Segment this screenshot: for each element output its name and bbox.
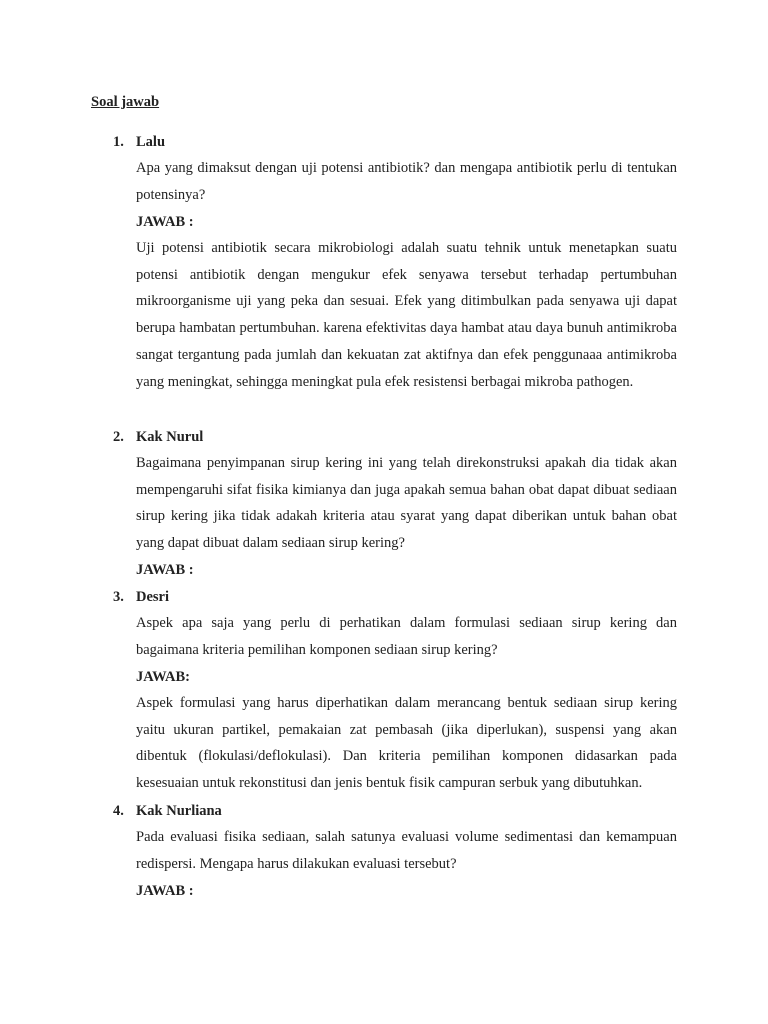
question-text: Aspek apa saja yang perlu di perhatikan dalam formulasi sediaan sirup kering dan bagaimana kriteria pemilihan komponen sediaan sirup kering? bbox=[136, 615, 677, 658]
answer-label: JAWAB : bbox=[136, 562, 194, 578]
item-number: 4. bbox=[113, 803, 124, 819]
question-text: Pada evaluasi fisika sediaan, salah satunya evaluasi volume sedimentasi dan kemampuan redispersi. Mengapa harus dilakukan evaluasi tersebut? bbox=[136, 829, 677, 872]
item-number: 3. bbox=[113, 589, 124, 605]
asker-name: Desri bbox=[136, 589, 170, 605]
question-text: Bagaimana penyimpanan sirup kering ini yang telah direkonstruksi apakah dia tidak akan mempengaruhi sifat fisika kimianya dan juga apakah semua bahan obat dapat dibuat sediaan sirup kering jika tidak adakah kriteria atau syarat yang dapat diberikan untuk bahan obat yang dapat dibuat dalam sediaan sirup kering? bbox=[136, 455, 677, 552]
asker-name: Kak Nurliana bbox=[136, 803, 222, 819]
answer-text: Uji potensi antibiotik secara mikrobiologi adalah suatu tehnik untuk menetapkan suatu potensi antibiotik dengan mengukur efek senyawa tersebut terhadap pertumbuhan mikroorganisme uji yang peka dan sesuai. Efek yang ditimbulkan pada senyawa uji dapat berupa hambatan pertumbuhan. karena efektivitas daya hambat atau daya bunuh antimikroba sangat tergantung pada jumlah dan kekuatan zat aktifnya dan efek penggunaaa antimikroba yang meningkat, sehingga meningkat pula efek resistensi berbagai mikroba pathogen. bbox=[136, 240, 677, 390]
item-number: 1. bbox=[113, 134, 124, 150]
asker-name: Lalu bbox=[136, 134, 166, 150]
page-title: Soal jawab bbox=[91, 94, 160, 110]
item-number: 2. bbox=[113, 429, 124, 445]
asker-name: Kak Nurul bbox=[136, 429, 204, 445]
question-text: Apa yang dimaksut dengan uji potensi antibiotik? dan mengapa antibiotik perlu di tentukan potensinya? bbox=[136, 160, 677, 203]
answer-label: JAWAB: bbox=[136, 669, 190, 685]
answer-label: JAWAB : bbox=[136, 883, 194, 899]
answer-label: JAWAB : bbox=[136, 214, 194, 230]
answer-text: Aspek formulasi yang harus diperhatikan dalam merancang bentuk sediaan sirup kering yaitu ukuran partikel, pemakaian zat pembasah (jika diperlukan), suspensi yang akan dibentuk (flokulasi/deflokulasi). Dan kriteria pemilihan komponen didasarkan pada kesesuaian untuk rekonstitusi dan jenis bentuk fisik campuran serbuk yang dibutuhkan. bbox=[136, 695, 677, 792]
